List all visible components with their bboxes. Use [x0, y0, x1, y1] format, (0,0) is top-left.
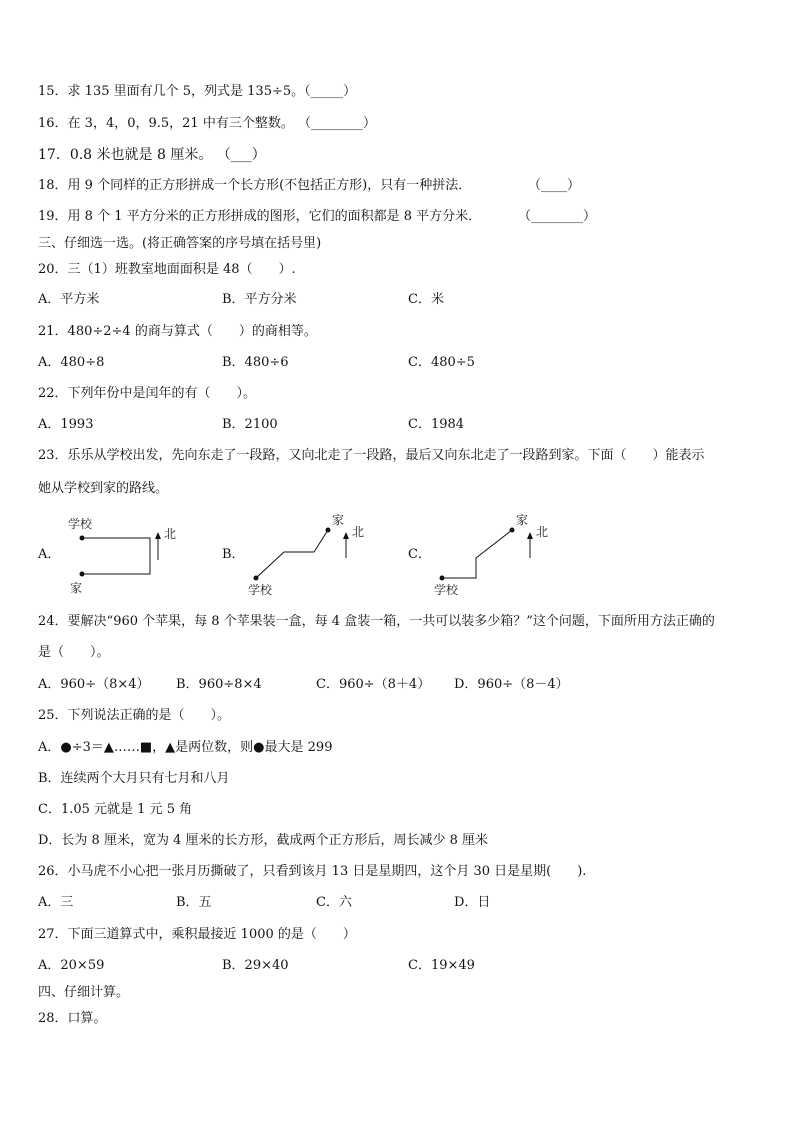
option-b: B．五 [176, 895, 212, 910]
option-b: B．960÷8×4 [176, 677, 262, 692]
question-27-options [38, 958, 764, 974]
option-a: A．1993 [38, 417, 94, 432]
question-20-options [38, 292, 764, 308]
label-home: 家 [70, 581, 83, 595]
question-24-line1: 24．要解决“960 个苹果，每 8 个苹果装一盒，每 4 盒装一箱，一共可以装多少箱？”这个问题，下面所用方法正确的 [38, 614, 715, 629]
question-15: 15．求 135 里面有几个 5，列式是 135÷5。（_____） [38, 84, 357, 99]
question-25-option-d: D．长为 8 厘米，宽为 4 厘米的长方形，截成两个正方形后，周长减少 8 厘米 [38, 833, 489, 848]
question-20: 20．三（1）班教室地面面积是 48（ ）. [38, 262, 296, 277]
route-path [256, 530, 328, 578]
school-point [254, 576, 259, 581]
label-home: 家 [516, 513, 529, 527]
route-diagram-c [426, 510, 566, 600]
question-25-option-b: B．连续两个大月只有七月和八月 [38, 771, 230, 786]
north-arrowhead-icon [155, 532, 161, 539]
question-16: 16．在 3，4，0，9.5，21 中有三个整数。 （________） [38, 116, 376, 131]
label-school: 学校 [434, 583, 459, 597]
question-25-option-a: A．●÷3＝▲……■，▲是两位数，则●最大是 299 [38, 740, 333, 755]
option-c: C．960÷（8＋4） [316, 677, 431, 692]
question-25-option-c: C．1.05 元就是 1 元 5 角 [38, 802, 193, 817]
option-b: B．480÷6 [222, 355, 289, 370]
option-a: A． [38, 547, 61, 562]
question-27: 27．下面三道算式中，乘积最接近 1000 的是（ ） [38, 927, 356, 942]
label-school: 学校 [68, 517, 93, 531]
option-c: C．1984 [408, 417, 465, 432]
question-22-options [38, 417, 764, 433]
question-21-options [38, 355, 764, 371]
option-d: D．日 [454, 895, 491, 910]
option-a: A．平方米 [38, 292, 100, 307]
option-c: C．米 [408, 292, 444, 307]
label-school: 学校 [248, 583, 273, 597]
question-22: 22．下列年份中是闰年的有（ ）。 [38, 386, 257, 401]
route-diagram-a [60, 512, 190, 596]
school-point [440, 576, 445, 581]
option-d: D．960÷（8－4） [454, 677, 569, 692]
home-point [80, 572, 85, 577]
option-c: C． [408, 547, 431, 562]
question-26-options [38, 895, 764, 911]
question-25: 25．下列说法正确的是（ ）。 [38, 708, 231, 723]
north-arrowhead-icon [527, 532, 533, 539]
question-26: 26．小马虎不小心把一张月历撕破了，只看到该月 13 日是星期四，这个月 30 日是星期( ). [38, 864, 587, 879]
option-a: A．480÷8 [38, 355, 105, 370]
option-c: C．19×49 [408, 958, 475, 973]
option-a: A．960÷（8×4） [38, 677, 150, 692]
question-17: 17．0.8 米也就是 8 厘米。 （___） [38, 147, 266, 163]
section-3-heading: 三、仔细选一选。(将正确答案的序号填在括号里) [38, 236, 322, 251]
north-arrowhead-icon [343, 532, 349, 539]
section-4-heading: 四、仔细计算。 [38, 985, 130, 1000]
question-28: 28．口算。 [38, 1011, 107, 1026]
label-home: 家 [332, 513, 345, 527]
question-23-line1: 23．乐乐从学校出发，先向东走了一段路，又向北走了一段路，最后又向东北走了一段路到家。下面（ ）能表示 [38, 448, 705, 463]
option-b: B．平方分米 [222, 292, 297, 307]
route-path [442, 530, 512, 578]
route-path [82, 538, 150, 574]
option-b: B． [222, 547, 245, 562]
option-a: A．三 [38, 895, 74, 910]
option-c: C．480÷5 [408, 355, 475, 370]
option-b: B．2100 [222, 417, 278, 432]
route-diagram-b [240, 510, 380, 600]
question-23-line2: 她从学校到家的路线。 [38, 481, 169, 496]
option-b: B．29×40 [222, 958, 289, 973]
question-18: 18．用 9 个同样的正方形拼成一个长方形(不包括正方形)，只有一种拼法． （____） [38, 178, 581, 193]
question-24-options [38, 677, 764, 693]
question-19: 19．用 8 个 1 平方分米的正方形拼成的图形，它们的面积都是 8 平方分米． （________） [38, 209, 597, 224]
label-north: 北 [352, 525, 365, 539]
label-north: 北 [164, 527, 177, 541]
label-north: 北 [536, 525, 549, 539]
option-a: A．20×59 [38, 958, 105, 973]
question-21: 21．480÷2÷4 的商与算式（ ）的商相等。 [38, 324, 317, 339]
question-24-line2: 是（ ）。 [38, 645, 110, 660]
option-c: C．六 [316, 895, 352, 910]
